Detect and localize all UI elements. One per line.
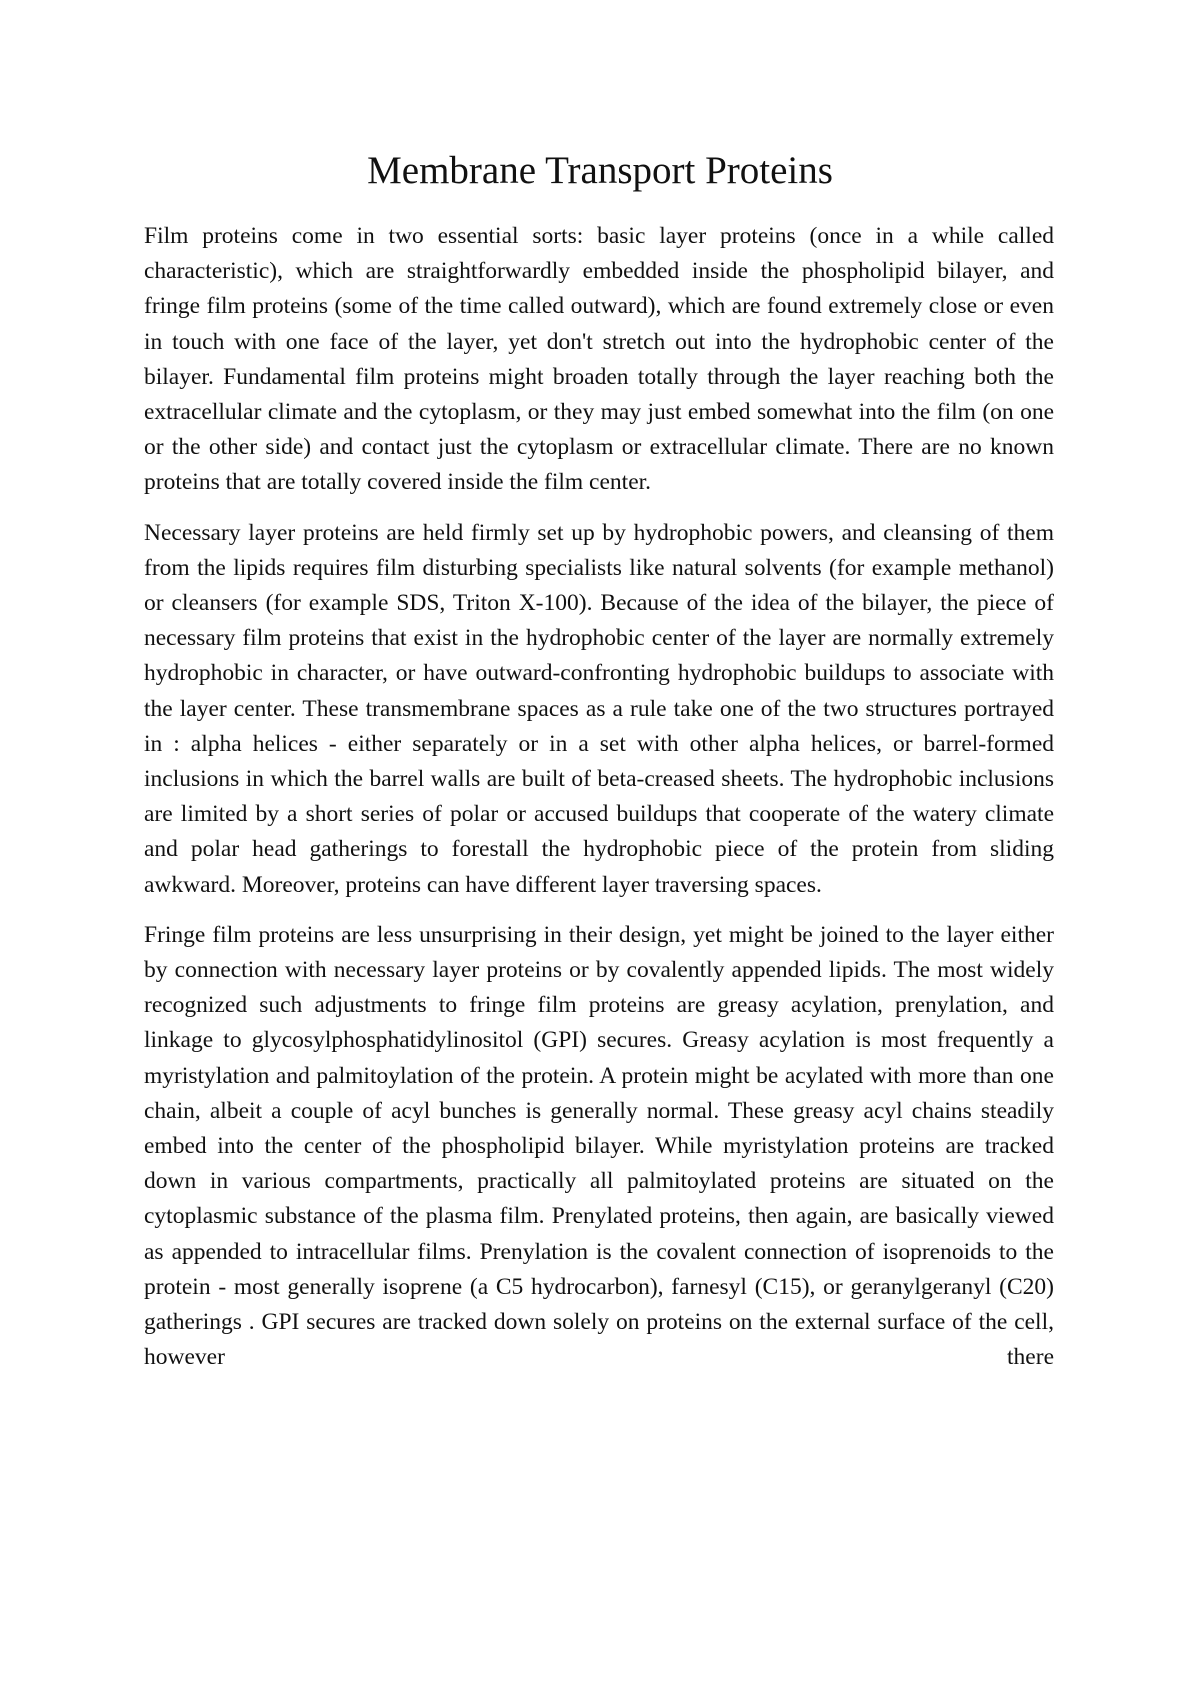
paragraph-3: Fringe film proteins are less unsurprising in their design, yet might be joined to the layer either by connection with necessary layer proteins or by covalently appended lipids. The most widely recognized such adjustments to fringe film proteins are greasy acylation, prenylation, and linkage to glycosylphosphatidylinositol (GPI) secures. Greasy acylation is most frequently a myristylation and palmitoylation of the protein. A protein might be acylated with more than one chain, albeit a couple of acyl bunches is generally normal. These greasy acyl chains steadily embed into the center of the phospholipid bilayer. While myristylation proteins are tracked down in various compartments, practically all palmitoylated proteins are situated on the cytoplasmic substance of the plasma film. Prenylated proteins, then again, are basically viewed as appended to intracellular films. Prenylation is the covalent connection of isoprenoids to the protein - most generally isoprene (a C5 hydrocarbon), farnesyl (C15), or geranylgeranyl (C20) gatherings . GPI secures are tracked down solely on proteins on the external surface of the cell, however there	[144, 921, 1054, 1371]
paragraph-2: Necessary layer proteins are held firmly set up by hydrophobic powers, and cleansing of them from the lipids requires film disturbing specialists like natural solvents (for example methanol) or cleansers (for example SDS, Triton X-100). Because of the idea of the bilayer, the piece of necessary film proteins that exist in the hydrophobic center of the layer are normally extremely hydrophobic in character, or have outward-confronting hydrophobic buildups to associate with the layer center. These transmembrane spaces as a rule take one of the two structures portrayed in : alpha helices - either separately or in a set with other alpha helices, or barrel-formed inclusions in which the barrel walls are built of beta-creased sheets. The hydrophobic inclusions are limited by a short series of polar or accused buildups that cooperate of the watery climate and polar head gatherings to forestall the hydrophobic piece of the protein from sliding awkward. Moreover, proteins can have different layer traversing spaces.	[144, 519, 1054, 898]
document-body	[144, 219, 1054, 1391]
paragraph-1: Film proteins come in two essential sorts: basic layer proteins (once in a while called characteristic), which are straightforwardly embedded inside the phospholipid bilayer, and fringe film proteins (some of the time called outward), which are found extremely close or even in touch with one face of the layer, yet don't stretch out into the hydrophobic center of the bilayer. Fundamental film proteins might broaden totally through the layer reaching both the extracellular climate and the cytoplasm, or they may just embed somewhat into the film (on one or the other side) and contact just the cytoplasm or extracellular climate. There are no known proteins that are totally covered inside the film center.	[144, 223, 1054, 496]
document-title: Membrane Transport Proteins	[367, 149, 833, 192]
